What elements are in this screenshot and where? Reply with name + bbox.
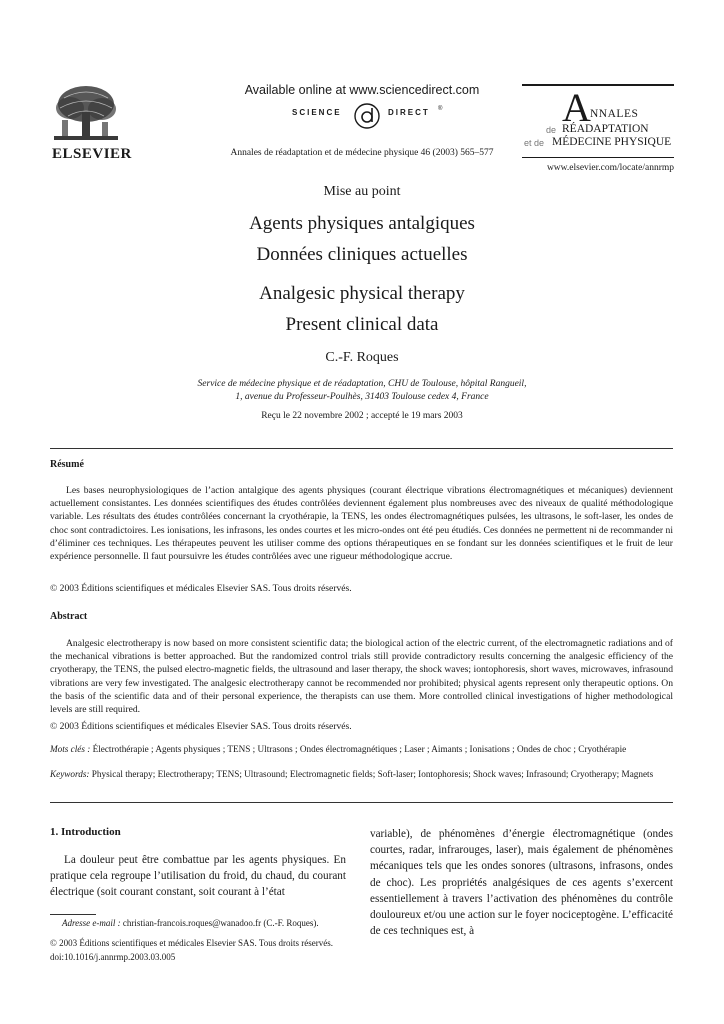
sciencedirect-logo xyxy=(290,100,450,130)
footer-copyright: © 2003 Éditions scientifiques et médicales Elsevier SAS. Tous droits réservés. xyxy=(50,938,333,948)
intro-right-text: variable), de phénomènes d’énergie électromagnétique (ondes courtes, radar, infrarouges, laser), mais également de phénomènes mécaniques tels que les ondes sonores (ultrasons, infrasons, ondes de choc). Les propriétés analgésiques de ces agents s’exercent essentiellement à travers l’activation des phénomènes du contrôle douloureux et/ou une action sur le foyer nociceptogène. L’efficacité de ces techniques est, à xyxy=(370,828,673,938)
journal-logo-et-de: et de xyxy=(524,138,545,148)
mots-cles-label: Mots clés : xyxy=(50,744,91,754)
journal-logo-readaptation: RÉADAPTATION xyxy=(562,123,649,135)
title-en-line1: Analgesic physical therapy xyxy=(259,283,465,304)
keywords xyxy=(50,768,673,781)
journal-reference: Annales de réadaptation et de médecine physique 46 (2003) 565–577 xyxy=(230,148,494,158)
received-dates: Reçu le 22 novembre 2002 ; accepté le 19 mars 2003 xyxy=(261,411,463,421)
divider-bottom xyxy=(50,802,673,803)
keywords-list: Physical therapy; Electrotherapy; TENS; Ultrasound; Electromagnetic fields; Soft-laser; Iontophoresis; Shock waves; Infrasound; Cryotherapy; Magnets xyxy=(91,769,654,779)
journal-logo-de: de xyxy=(546,125,557,135)
sd-right-text: DIRECT xyxy=(388,108,430,117)
mots-cles-list: Électrothérapie ; Agents physiques ; TENS ; Ultrasons ; Ondes électromagnétiques ; Laser ; Aimants ; Ionisations ; Ondes de choc ; Cryothérapie xyxy=(92,744,627,754)
title-en-line2: Present clinical data xyxy=(285,314,439,335)
affiliation-line1: Service de médecine physique et de réadaptation, CHU de Toulouse, hôpital Rangueil, xyxy=(197,379,527,389)
journal-logo-bottom-rule xyxy=(522,157,674,158)
abstract-heading: Abstract xyxy=(50,611,88,622)
author-name: C.-F. Roques xyxy=(325,350,399,365)
journal-logo xyxy=(522,84,674,152)
resume-text: Les bases neurophysiologiques de l’action antalgique des agents physiques (courant électrique vibrations électromagnétiques et mécaniques) deviennent actuellement consistantes. Les données scientifiques des études contrôlées deviennent également plus nombreuses avec des niveaux de qualité méthodologique variable. Les résultats des études contrôlées concernant la cryothérapie, la TENS, les ondes électromagnétiques pulsées, les ultrasons, le soft-laser, les ondes de choc sont contradictoires. Les ionisations, les infrasons, les ondes courtes et les micro-ondes ont été peu étudiés. Ces données ne permettent ni de recommander ni d’éliminer ces techniques. Les thérapeutes peuvent les utiliser comme des options thérapeutiques en se fondant sur les données scientifiques et le fruit de leur expérience personnelle. Il faut poursuivre les études contrôlées avec une rigueur méthodologique accrue. xyxy=(50,485,673,563)
abstract-copyright: © 2003 Éditions scientifiques et médicales Elsevier SAS. Tous droits réservés. xyxy=(50,721,352,732)
publisher-name: ELSEVIER xyxy=(52,146,132,162)
mots-cles xyxy=(50,743,673,756)
title-fr-line2: Données cliniques actuelles xyxy=(256,244,468,265)
intro-heading: 1. Introduction xyxy=(50,826,121,838)
keywords-label: Keywords: xyxy=(50,769,90,779)
available-online[interactable]: Available online at www.sciencedirect.com xyxy=(244,83,480,97)
sd-registered-mark: ® xyxy=(438,106,443,112)
title-fr-line1: Agents physiques antalgiques xyxy=(249,213,475,234)
email-label: Adresse e-mail : xyxy=(62,918,121,928)
article-section: Mise au point xyxy=(323,184,401,199)
journal-logo-nnales: NNALES xyxy=(590,108,639,120)
sd-left-text: SCIENCE xyxy=(292,108,342,117)
journal-logo-big-a: A xyxy=(562,85,591,130)
resume-copyright: © 2003 Éditions scientifiques et médicales Elsevier SAS. Tous droits réservés. xyxy=(50,583,352,594)
intro-left-text: La douleur peut être combattue par les agents physiques. En pratique cela regroupe l’utilisation du froid, du chaud, du courant électrique (soit courant constant, soit courant à l’état xyxy=(50,854,346,899)
sd-at-icon xyxy=(350,100,384,130)
affiliation-line2: 1, avenue du Professeur-Poulhès, 31403 Toulouse cedex 4, France xyxy=(235,392,489,402)
journal-logo-medecine: MÉDECINE PHYSIQUE xyxy=(552,136,672,148)
abstract-text: Analgesic electrotherapy is now based on more consistent scientific data; the biological action of the electric current, of the electromagnetic radiations and of the mechanical vibrations is better approached. But the randomized control trials still provide contradictory results concerning the analgesic efficiency of the cryotherapy, the TENS, the pulsed electro-magnetic fields, the ultrasound and laser therapy, the shock waves; iontophoresis, short waves, microwaves, infrasound vibrations are very few investigated. The analgesic electrotherapy cannot be recommended nor prohibited; physical agents represent only therapeutic options. On the basis of the scientific data and of their personal experience, the therapists can use them. More controlled clinical investigations of higher methodological levels are still required. xyxy=(50,638,673,716)
journal-site-url[interactable]: www.elsevier.com/locate/annrmp xyxy=(546,163,674,173)
footer-doi[interactable]: doi:10.1016/j.annrmp.2003.03.005 xyxy=(50,952,176,962)
resume-heading: Résumé xyxy=(50,459,84,470)
email-address[interactable]: christian-francois.roques@wanadoo.fr (C.-F. Roques). xyxy=(122,918,319,928)
footnote-email xyxy=(62,918,319,928)
divider-top xyxy=(50,448,673,449)
footnote-rule xyxy=(50,914,96,915)
